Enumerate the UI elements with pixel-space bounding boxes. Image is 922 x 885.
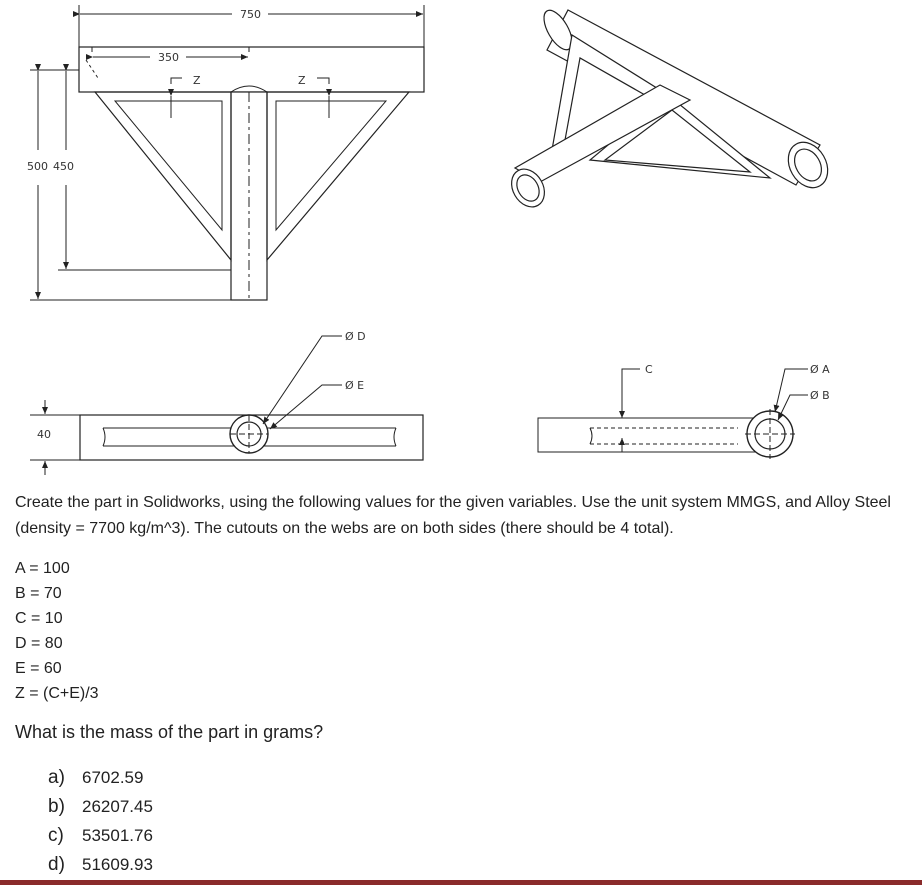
answer-option-a[interactable] [48, 763, 153, 792]
variable-c: C = 10 [15, 610, 63, 627]
front-view [79, 47, 424, 300]
answer-label: a) [48, 767, 65, 788]
dim-dia-b: Ø B [810, 389, 830, 402]
variable-d: D = 80 [15, 635, 63, 652]
variable-a: A = 100 [15, 560, 70, 577]
dim-750: 750 [240, 8, 261, 21]
answer-value: 26207.45 [82, 797, 153, 816]
answer-value: 51609.93 [82, 855, 153, 874]
answer-label: b) [48, 796, 65, 817]
dim-450: 450 [53, 160, 74, 173]
bottom-border [0, 880, 922, 885]
variable-b: B = 70 [15, 585, 62, 602]
dim-500: 500 [27, 160, 48, 173]
answer-list [48, 763, 153, 879]
variable-e: E = 60 [15, 660, 62, 677]
answer-label: d) [48, 854, 65, 875]
dim-dia-a: Ø A [810, 363, 830, 376]
answer-value: 6702.59 [82, 768, 144, 787]
bottom-right-view [538, 369, 808, 459]
dim-dia-d: Ø D [345, 330, 366, 343]
bottom-section-view [30, 336, 423, 475]
section-z-left: Z [193, 74, 201, 87]
answer-label: c) [48, 825, 64, 846]
answer-option-b[interactable] [48, 792, 153, 821]
section-z-right: Z [298, 74, 306, 87]
variable-list [15, 556, 99, 706]
answer-option-d[interactable] [48, 850, 153, 879]
dim-c: C [645, 363, 653, 376]
question-text: What is the mass of the part in grams? [15, 722, 324, 742]
instructions-text: Create the part in Solidworks, using the following values for the given variables. Use the unit system MMGS, and Alloy Steel (density = 7700 kg/m^3). The cutouts on the webs are on both sides (there should be 4 total). [15, 494, 891, 537]
answer-option-c[interactable] [48, 821, 153, 850]
dim-dia-e: Ø E [345, 379, 365, 392]
dim-40: 40 [37, 428, 51, 441]
isometric-view [505, 6, 836, 213]
dim-350: 350 [158, 51, 179, 64]
answer-value: 53501.76 [82, 826, 153, 845]
variable-z: Z = (C+E)/3 [15, 685, 99, 702]
